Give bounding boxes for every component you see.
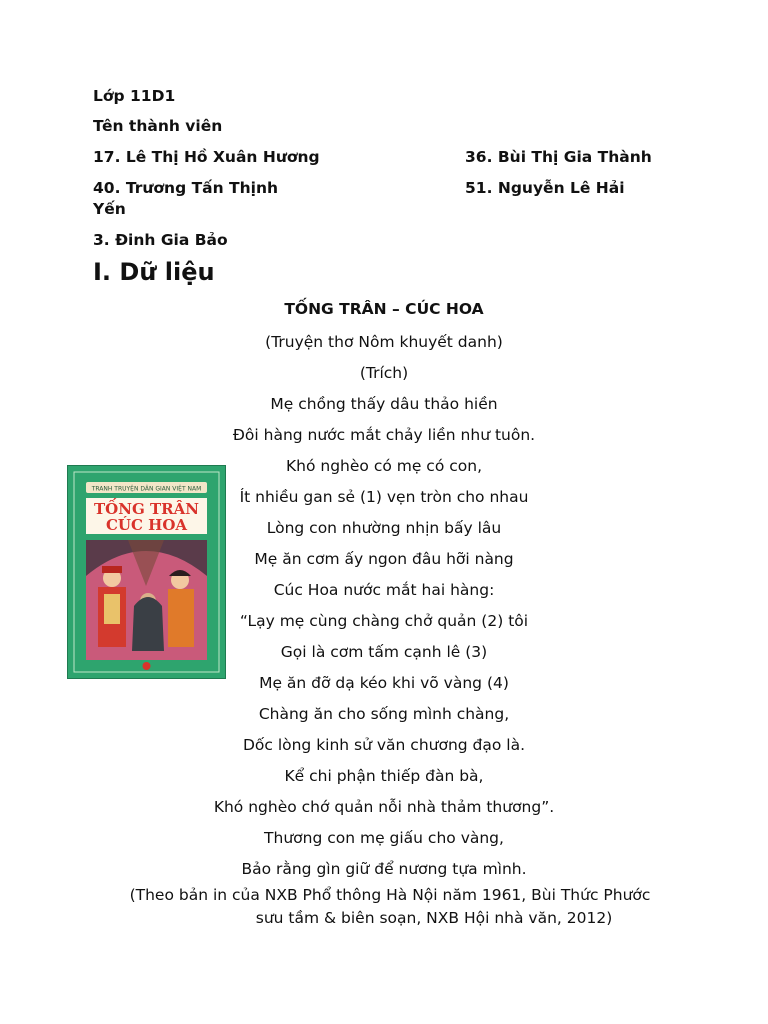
poem-line: Gọi là cơm tấm cạnh lê (3) (280, 643, 488, 661)
poem-line: Khó nghèo chớ quản nỗi nhà thảm thương”. (213, 798, 555, 816)
poem-line: Lòng con nhường nhịn bấy lâu (266, 519, 502, 537)
member-item: 51. Nguyễn Lê Hải (465, 179, 625, 197)
poem-source (100, 884, 680, 930)
poem-line: Cúc Hoa nước mắt hai hàng: (273, 581, 495, 599)
member-item: 36. Bùi Thị Gia Thành (465, 148, 652, 166)
poem-excerpt-note: (Trích) (359, 364, 409, 382)
members-label: Tên thành viên (93, 117, 223, 135)
source-line: sưu tầm & biên soạn, NXB Hội nhà văn, 2012) (255, 909, 613, 927)
source-line: (Theo bản in của NXB Phổ thông Hà Nội năm 1961, Bùi Thức Phước (129, 886, 651, 904)
cover-series-text: TRANH TRUYỆN DÂN GIAN VIỆT NAM (91, 485, 202, 493)
class-label: Lớp 11D1 (93, 87, 176, 105)
poem-line: Dốc lòng kinh sử văn chương đạo là. (242, 736, 526, 754)
poem-line: Thương con mẹ giấu cho vàng, (264, 829, 504, 847)
member-item: 17. Lê Thị Hồ Xuân Hương (93, 148, 320, 166)
poem-line: Mẹ chồng thấy dâu thảo hiền (270, 395, 498, 413)
member-item-continued: Yến (93, 200, 126, 218)
poem-subtitle: (Truyện thơ Nôm khuyết danh) (265, 333, 503, 351)
book-cover-illustration (68, 466, 225, 678)
poem-line: Ít nhiều gan sẻ (1) vẹn tròn cho nhau (239, 488, 529, 506)
member-item: 3. Đinh Gia Bảo (93, 231, 228, 249)
poem-line: Đôi hàng nước mắt chảy liền như tuôn. (232, 426, 536, 444)
poem-title: TỐNG TRÂN – CÚC HOA (284, 300, 484, 318)
poem-line: Kể chi phận thiếp đàn bà, (284, 767, 484, 785)
book-cover-image (67, 465, 226, 679)
cover-title-line2: CÚC HOA (105, 516, 188, 534)
poem-line: Bảo rằng gìn giữ để nương tựa mình. (241, 860, 527, 878)
poem-line: Chàng ăn cho sống mình chàng, (258, 705, 510, 723)
member-item: 40. Trương Tấn Thịnh (93, 179, 279, 197)
cover-title-line1: TỐNG TRÂN (94, 500, 199, 518)
poem-line: “Lạy mẹ cùng chàng chở quản (2) tôi (239, 612, 529, 630)
poem-line: Mẹ ăn đỡ dạ kéo khi võ vàng (4) (259, 674, 509, 692)
poem-line: Khó nghèo có mẹ có con, (285, 457, 482, 475)
poem-line: Mẹ ăn cơm ấy ngon đâu hỡi nàng (254, 550, 514, 568)
section-heading: I. Dữ liệu (93, 258, 215, 286)
